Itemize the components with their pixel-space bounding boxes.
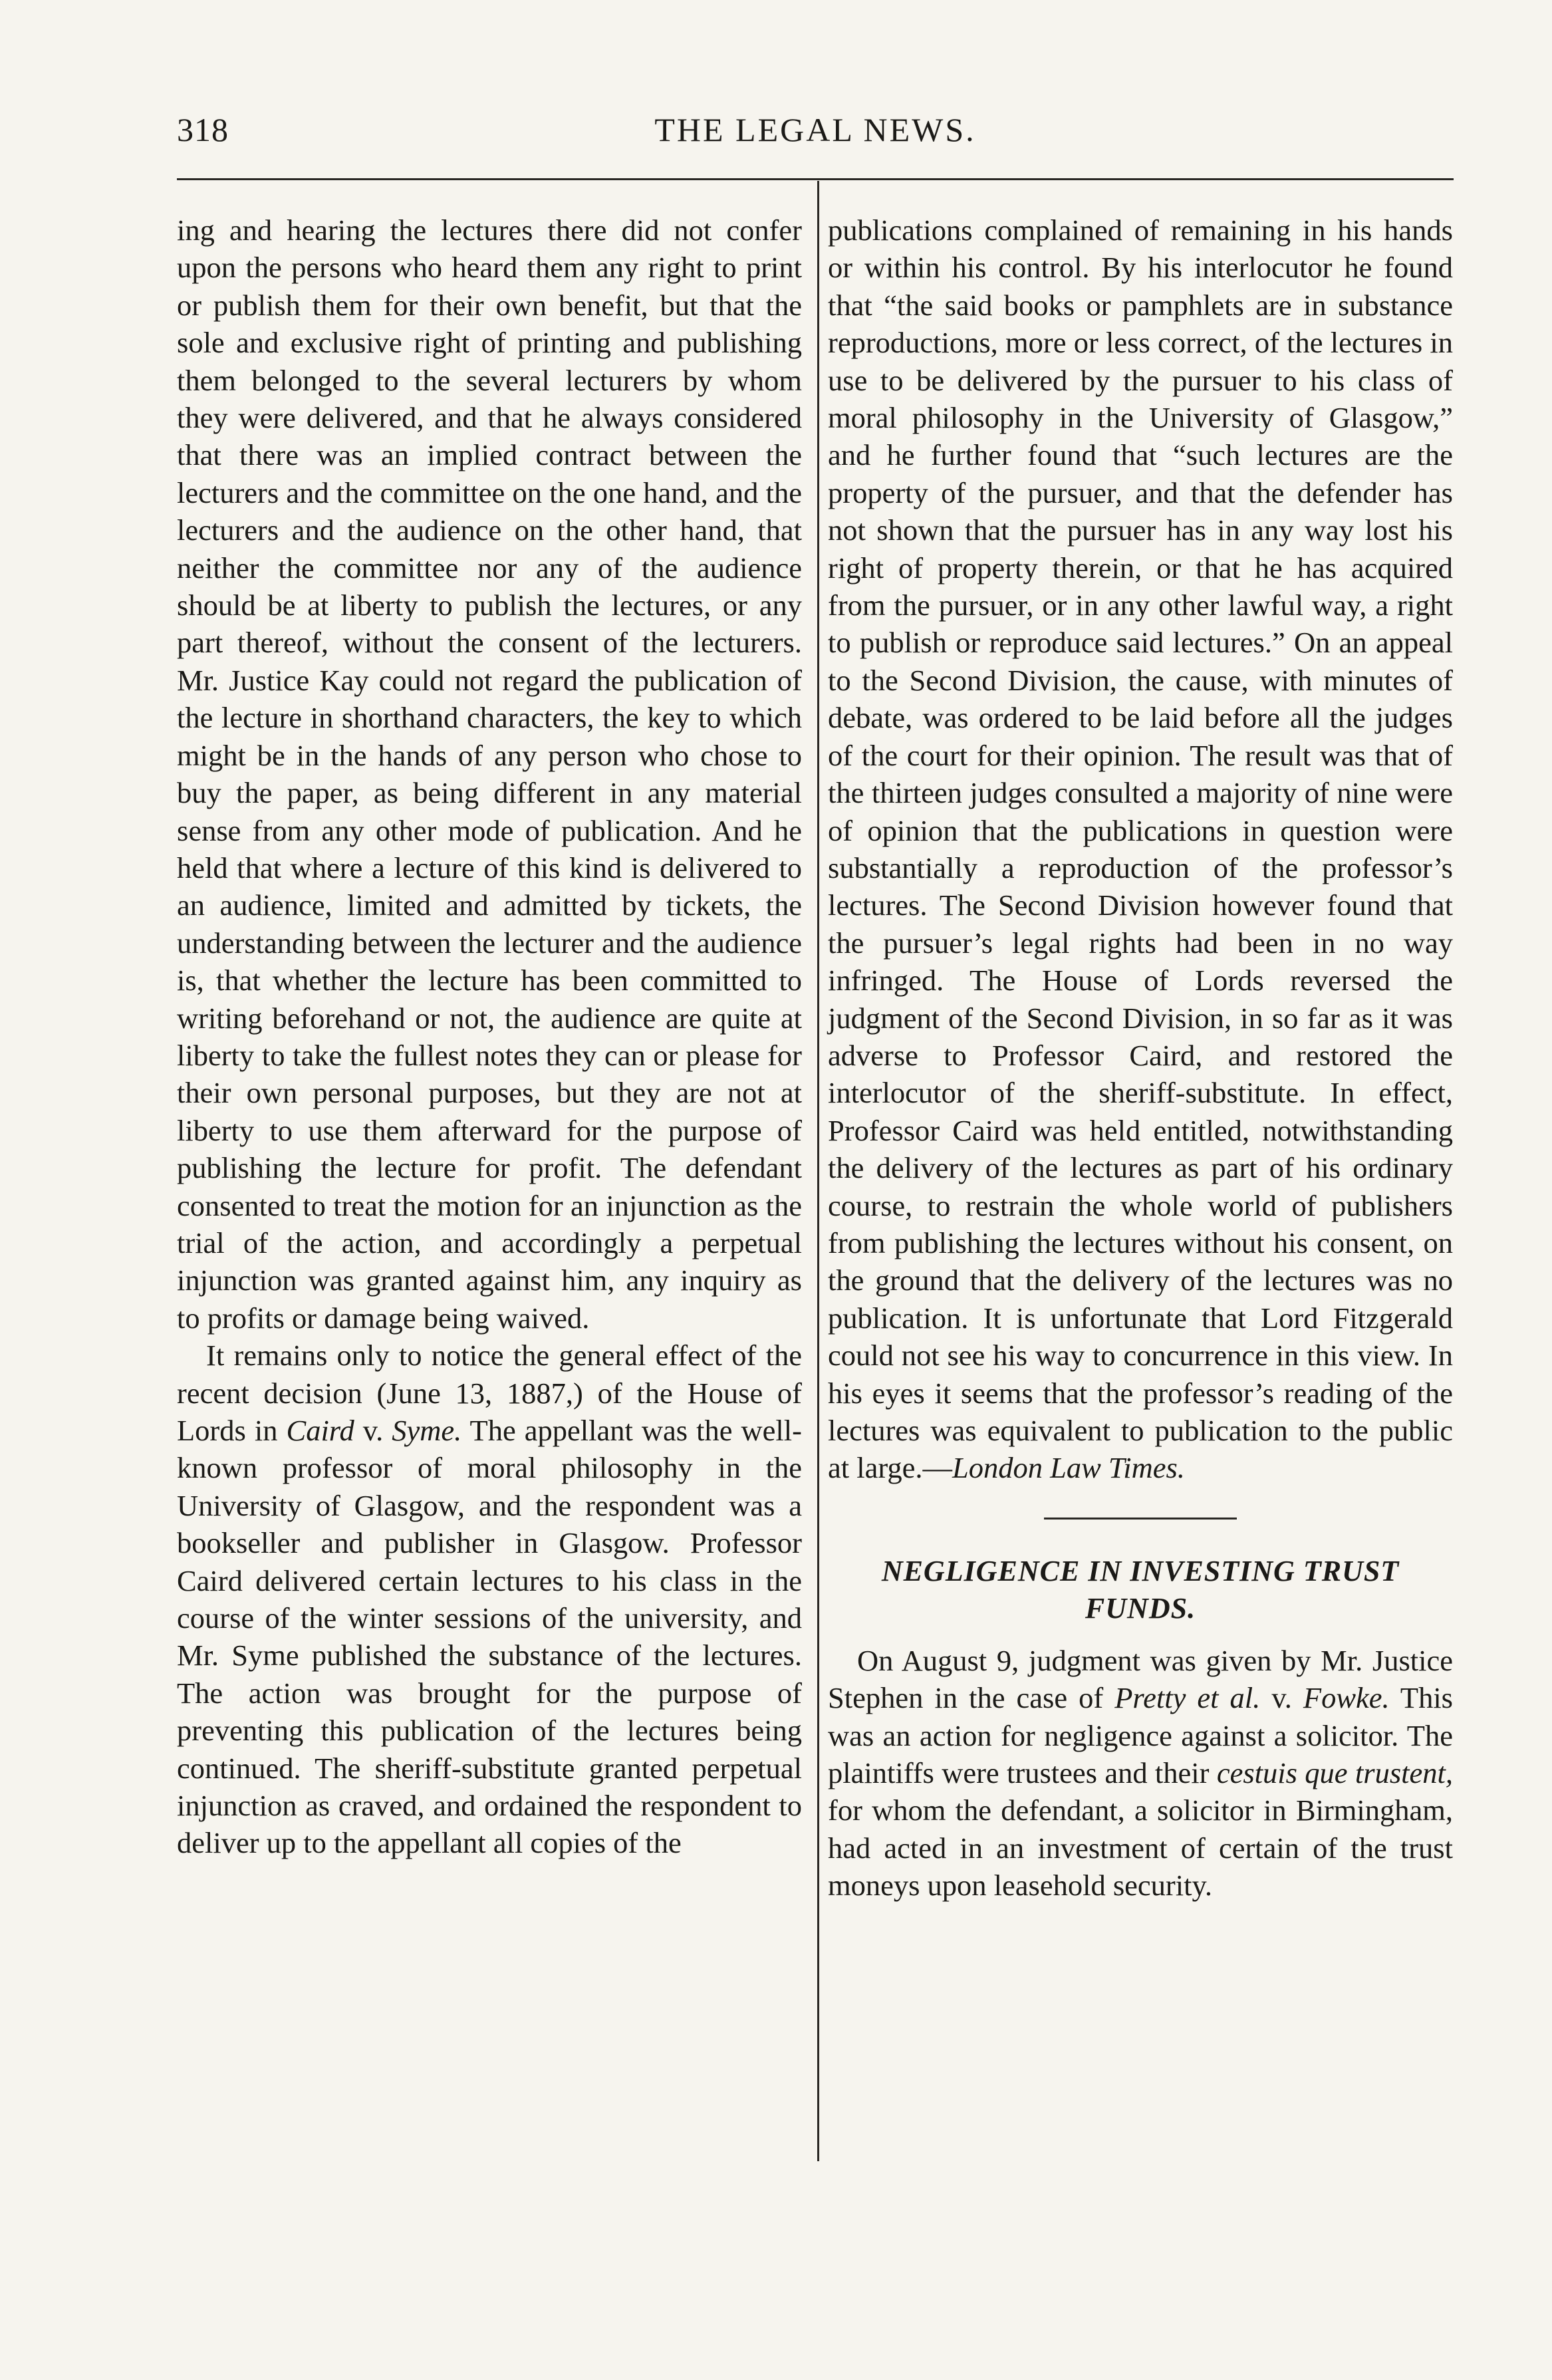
section-rule	[1044, 1518, 1237, 1520]
left-paragraph-2	[177, 1337, 802, 1862]
paragraph-text: It remains only to notice the general effect of the recent decision (June 13, 1887,) of the House of Lords in	[177, 1339, 802, 1447]
case-party-caird: Caird	[286, 1414, 354, 1447]
paragraph-text: The appellant was the well-known professor of moral philosophy in the University of Glasgow, and the respondent was a bookseller and publisher in Glasgow. Professor Caird delivered certain lectures to his class in the course of the winter sessions of the university, and Mr. Syme published the substance of the lectures. The action was brought for the purpose of preventing this publication of the lectures being continued. The sheriff-substitute granted perpetual injunction as craved, and ordained the respondent to deliver up to the appellant all copies of the	[177, 1414, 802, 1860]
latin-phrase: cestuis que trustent,	[1216, 1756, 1454, 1790]
case-party-pretty: Pretty et al.	[1114, 1681, 1261, 1715]
case-party-fowke: Fowke.	[1303, 1681, 1390, 1715]
page-header	[177, 110, 1454, 157]
paragraph-text: This was an action for negligence against a solicitor. The plaintiffs were trustees and their	[828, 1681, 1454, 1790]
source-citation: London Law Times.	[952, 1451, 1185, 1485]
header-rule	[177, 178, 1454, 180]
right-paragraph-2	[828, 1642, 1453, 1905]
paragraph-text: publications complained of remaining in his hands or within his control. By his interlocutor he found that “the said books or pamphlets are in substance reproductions, more or less correct, of the lectures in use to be delivered by the pursuer to his class of moral philosophy in the University of Glasgow,” and he further found that “such lectures are the property of the pursuer, and that the defender has not shown that the pursuer has in any way lost his right of property therein, or that he has acquired from the pursuer, or in any other lawful way, a right to publish or reproduce said lectures.” On an appeal to the Second Division, the cause, with minutes of debate, was ordered to be laid before all the judges of the court for their opinion. The result was that of the thirteen judges consulted a majority of nine were of opinion that the publications in question were substantially a reproduction of the professor’s lectures. The Second Division however found that the pursuer’s legal rights had been in no way infringed. The House of Lords reversed the judgment of the Second Division, in so far as it was adverse to Professor Caird, and restored the interlocutor of the sheriff-substitute. In effect, Professor Caird was held entitled, notwithstanding the delivery of the lectures as part of his ordinary course, to restrain the whole world of publishers from publishing the lectures without his consent, on the ground that the delivery of the lectures was no publication. It is unfortunate that Lord Fitzgerald could not see his way to concurrence in this view. In his eyes it seems that the professor’s reading of the lectures was equivalent to publication to the public at large.—	[828, 213, 1453, 1485]
left-column	[177, 211, 802, 1862]
paragraph-text: for whom the defendant, a solicitor in Birmingham, had acted in an investment of certain of the trust moneys upon leasehold security.	[828, 1793, 1453, 1903]
case-party-syme: Syme.	[392, 1414, 462, 1447]
left-paragraph-1: ing and hearing the lectures there did not confer upon the persons who heard them any right to print or publish them for their own benefit, but that the sole and exclusive right of printing and publishing them belonged to the several lecturers by whom they were delivered, and that he always considered that there was an implied contract between the lecturers and the committee on the one hand, and the lecturers and the audience on the other hand, that neither the committee nor any of the audience should be at liberty to publish the lectures, or any part thereof, without the consent of the lecturers. Mr. Justice Kay could not regard the publication of the lecture in shorthand characters, the key to which might be in the hands of any person who chose to buy the paper, as being different in any material sense from any other mode of publication. And he held that where a lecture of this kind is delivered to an audience, limited and admitted by tickets, the understanding between the lecturer and the audience is, that whether the lecture has been committed to writing beforehand or not, the audience are quite at liberty to take the fullest notes they can or please for their own personal purposes, but they are not at liberty to use them afterward for the purpose of publishing the lecture for profit. The defendant consented to treat the motion for an injunction as the trial of the action, and accordingly a perpetual injunction was granted against him, any inquiry as to profits or damage being waived.	[177, 213, 802, 1335]
case-versus: v.	[354, 1414, 392, 1447]
right-column	[828, 211, 1453, 1905]
article-heading: NEGLIGENCE IN INVESTING TRUST FUNDS.	[881, 1554, 1400, 1625]
running-title: THE LEGAL NEWS.	[654, 111, 976, 148]
column-divider	[817, 181, 819, 2161]
paragraph-text: On August 9, judgment was given by Mr. Justice Stephen in the case of	[828, 1643, 1453, 1715]
case-versus: v.	[1260, 1681, 1303, 1715]
page-number: 318	[177, 111, 229, 148]
right-paragraph-1	[828, 211, 1453, 1487]
